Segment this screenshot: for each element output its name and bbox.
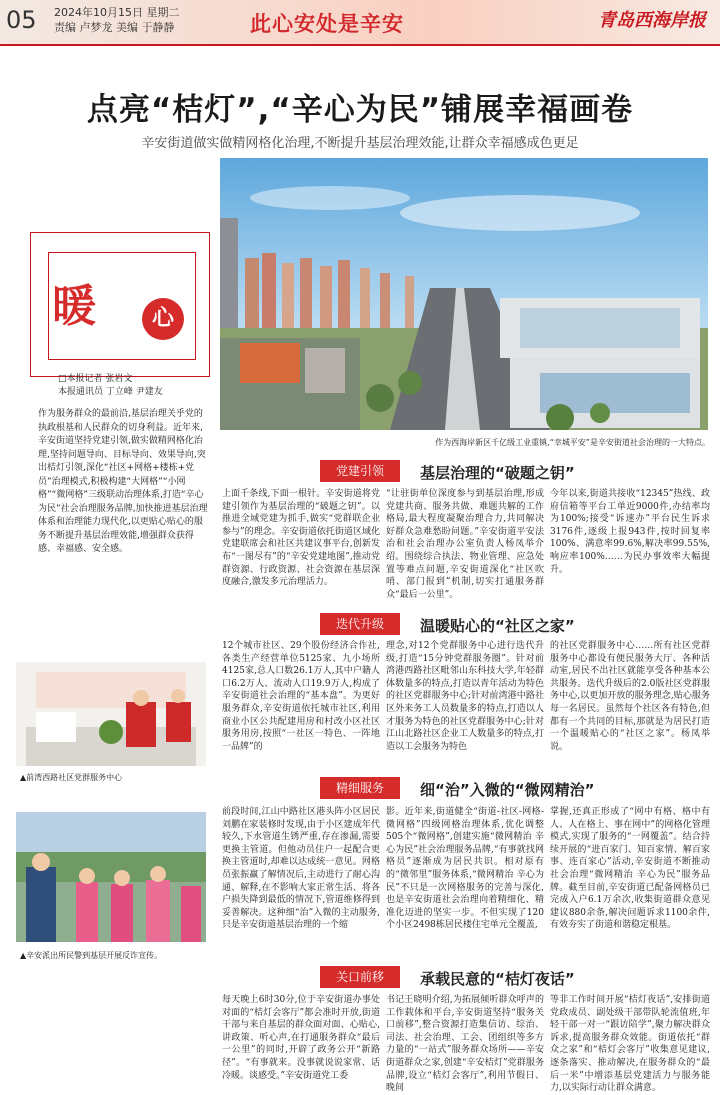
section-4-col-2: 书记王晓明介绍,为拓展倾听群众呼声的工作载体和平台,辛安街道坚持“服务关口前移”,整合资源打造集信访、综治、司法、社会治理、工会、团组织等多方力量的“一站式”服务群众场所——辛安街道群众之家,创建“辛安桔灯”党群服务品牌,设立“桔灯会客厅”,利用节假日、晚间: [386, 995, 544, 1094]
page-number: 05: [6, 6, 37, 34]
section-tag-3: 精细服务: [320, 777, 400, 799]
section-title-2: 温暖贴心的“社区之家”: [420, 617, 575, 635]
issue-date: 2024年10月15日 星期二: [54, 6, 180, 19]
section-tag-1: 党建引领: [320, 460, 400, 482]
side-photo-service-center: [16, 632, 206, 766]
brand-logo: 青岛西海岸报: [598, 10, 706, 31]
main-headline: 点亮“桔灯”,“辛心为民”铺展幸福画卷: [86, 92, 634, 128]
issue-meta: [54, 5, 180, 35]
section-title-1: 基层治理的“破题之钥”: [420, 464, 575, 482]
section-title: 此心安处是辛安: [250, 12, 404, 36]
section-3-col-1: 前段时间,江山中路社区港头阵小区居民刘鹏在家装修时发现,由于小区建成年代较久,下水管道生锈严重,存在渗漏,需要更换主管道。但他动员住户一起配合更换主管道时,却难以达成统一意见。网格员张振赢了解情况后,主动进行了耐心沟通、解释,在不影响大家正常生活、将各户损失降到最低的情况下,管道维修得到妥善解决。这种细“治”入微的主动服务,只是辛安街道基层治理的一个缩: [222, 807, 380, 931]
byline-correspondent: 本报通讯员 丁立峰 尹建友: [58, 387, 163, 397]
side-photo-anti-fraud: [16, 812, 206, 942]
section-2-col-3: 的社区党群服务中心……所有社区党群服务中心都设有便民服务大厅、各种活动室,居民不出社区就能享受各种基本公共服务。迭代升级后的2.0版社区党群服务中心,以更加开放的服务理念,贴心服务每一名居民。虽然每个社区各有特色,但都有一个共同的目标,那就是为居民打造一个温暖贴心的“社区之家”。杨凤举说。: [550, 641, 710, 752]
section-tag-2: 迭代升级: [320, 613, 400, 635]
main-photo-caption: 作为西海岸新区千亿级工业重镇,“幸城平安”是辛安街道社会治理的一大特点。: [435, 438, 710, 447]
section-1-col-1: 上面千条线,下面一根针。辛安街道将党建引领作为基层治理的“破题之钥”。以推进全域党建为抓手,做实“党群联企业参与”的理念。辛安街道依托街道区域化党建联席会和社区共建议事平台,创新发布“一图尽有”的“辛安党建地图”,推动党群资源、行政资源、社会资源在基层深度融合,激发多元治理活力。: [222, 489, 380, 588]
sub-headline: 辛安街道做实做精网格化治理,不断提升基层治理效能,让群众幸福感成色更足: [141, 136, 579, 151]
section-tag-4: 关口前移: [320, 966, 400, 988]
byline-reporter: □本报记者 张岩文: [58, 374, 133, 384]
intro-text: 作为服务群众的最前沿,基层治理关乎党的执政根基和人民群众的切身利益。近年来,辛安街道坚持党建引领,做实做精网格化治理,坚持问题导向、目标导向、效果导向,突出桔灯引领,深化“社区+网格+楼栋+党员”治理模式,积极构建“大网格”“小网格”“微网格”三级联动治理体系,打造“辛心为民”社会治理服务品牌,加快推进基层治理体系和治理能力现代化,以更贴心贴心的服务不断提升基层治理效能,增强群众获得感、幸福感、安全感。: [38, 409, 208, 554]
side-photo-caption-2: ▲辛安派出所民警到基层开展反诈宣传。: [20, 951, 163, 960]
main-photo: [220, 158, 708, 430]
section-2-col-2: 理念,对12个党群服务中心进行迭代升级,打造“15分钟党群服务圈”。针对前湾港西路社区毗邻山东科技大学,年轻群体数量多的特点,打造以青年活动为特色的社区党群服务中心;针对前湾港中路社区外来务工人员数量多的特点,打造以人才服务为特色的社区党群服务中心;针对江山北路社区企业工人数量多的特点,打造以工会服务为特色: [386, 641, 544, 752]
page-header: [0, 0, 720, 44]
section-title-4: 承载民意的“桔灯夜话”: [420, 970, 575, 988]
editors-line: 责编 卢梦龙 美编 于静静: [54, 21, 175, 34]
feature-char-warm: 暖: [52, 281, 96, 332]
section-4-col-3: 等非工作时间开展“桔灯夜话”,安排街道党政成员、副处级干部带队轮流值班,年轻干部一对一“跟访陪学”,聚力解决群众诉求,提高服务群众效能。街道依托“群众之家”和“桔灯会客厅”收集意见建议,逐条落实、推动解决,在服务群众的“最后一米”中增添基层党建活力与服务能力,以实际行动让群众满意。: [550, 995, 710, 1094]
side-photo-caption-1: ▲前湾西路社区党群服务中心: [20, 773, 123, 782]
section-1-col-2: “让驻街单位深度参与到基层治理,形成党建共商、服务共做、难题共解的工作格局,最大程度凝聚治理合力,共同解决好群众急难愁盼问题。”辛安街道平安法治和社会治理办公室负责人杨凤举介绍。围绕综合执法、物业管理、应急处置等难点问题,辛安街道深化“社区吹哨、部门报到”机制,切实打通服务群众“最后一公里”。: [386, 489, 544, 600]
section-title-3: 细“治”入微的“微网精治”: [420, 781, 595, 799]
section-4-col-1: 每天晚上6时30分,位于辛安街道办事处对面的“桔灯会客厅”都会准时开放,街道干部与来自基层的群众面对面、心贴心,讲政策、听心声,在打通服务群众“最后一公里”的同时,开辟了政务公开“新路径”。“有事就来。没事就说说家常、话冷暖。谈感受。”辛安街道党工委: [222, 995, 380, 1081]
section-1-col-3: 今年以来,街道共接收“12345”热线、政府信箱等平台工单近9000件,办结率均为100%;接受“诉速办”平台民生诉求3176件,逐级上报943件,按时回复率100%、满意率99.6%,解决率99.55%,响应率100%……为民办事效率大幅提升。: [550, 489, 710, 575]
header-divider: [0, 44, 720, 46]
section-2-col-1: 12个城市社区、29个股份经济合作社,各类生产经营单位5125家、九小场所4125家,总人口数26.1万人,其中户籍人口6.2万人、流动人口19.9万人,构成了辛安街道社会治理的“基本盘”。为更好服务群众,辛安街道依托城市社区,利用商业小区公共配建用房和村改小区社区服务用房,按照“一社区一特色、一阵地一品牌”的: [222, 641, 380, 752]
section-3-col-3: 掌握,还真正形成了“网中有格、格中有人、人在格上、事在网中”的网格化管理模式,实现了服务的“一网覆盖”。结合持续开展的“进百家门、知百家情、解百家事、连百家心”活动,辛安街道不断推动社会治理“微网精治 辛心为民”服务品牌。截至目前,辛安街道已配备网格员已完成入户6.1万余次,收集街道群众意见建议880余条,解决问题诉求1100余件,有效夯实了街道和谐稳定根基。: [550, 807, 710, 931]
byline: [58, 373, 163, 399]
feature-char-heart: 心: [142, 298, 184, 340]
section-3-col-2: 影。近年来,街道健全“街道-社区-网格-微网格”四级网格治理体系,优化调整505个“微网格”,创建实施“微网精治 辛心为民”社会治理服务品牌,“有事就找网格员”逐渐成为居民共识。相对原有的“微邻里”服务体系,“微网精治 辛心为民”不只是一次网格服务的完善与深化,也是辛安街道社会治理向着精细化、精准化迈进的坚实一步。不但实现了120个小区2498栋居民楼住宅单元全覆盖,: [386, 807, 544, 931]
